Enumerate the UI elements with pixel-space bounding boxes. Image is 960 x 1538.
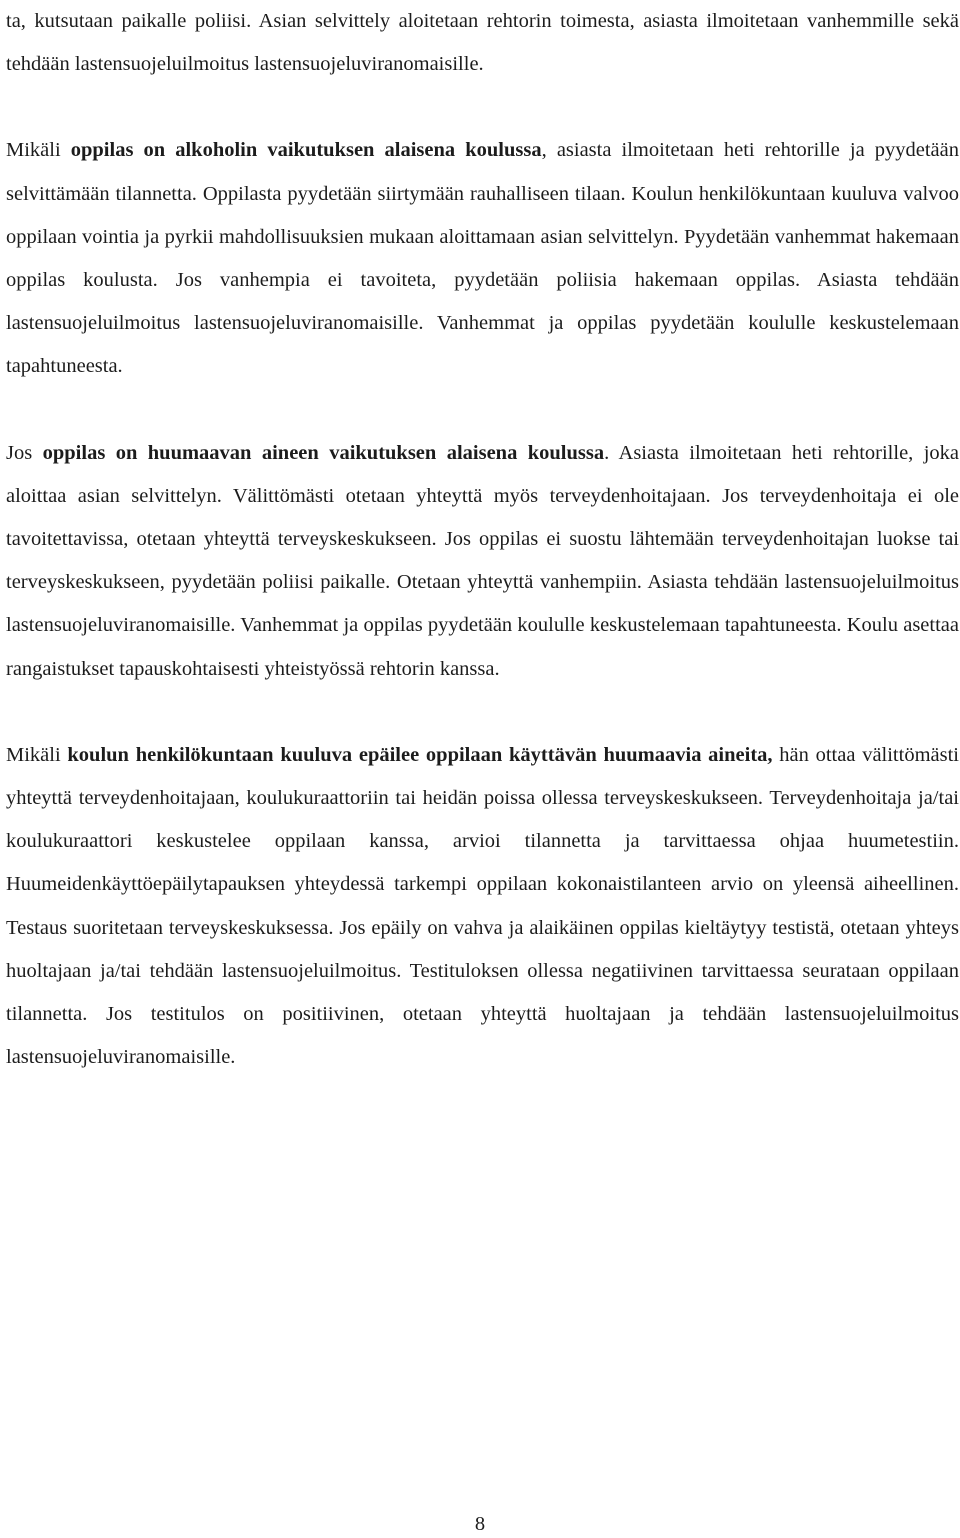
text-segment: Mikäli <box>6 743 68 766</box>
emphasis-staff-suspicion-heading: koulun henkilökuntaan kuuluva epäilee oppilaan käyttävän huumaavia aineita, <box>67 743 773 766</box>
text-segment: Mikäli <box>6 139 71 162</box>
page-number: 8 <box>474 1513 486 1535</box>
text-segment: Jos <box>6 441 43 464</box>
text-segment: hän ottaa välittömästi yhteyttä terveydenhoitajaan, koulukuraattoriin tai heidän poissa ollessa terveyskeskukseen. Terveydenhoitaja ja/tai koulukuraattori keskustelee oppilaan kanssa, arvioi tilannetta ja tarvittaessa ohjaa huumetestiin. Huumeidenkäyttöepäilytapauksen yhteydessä tarkempi oppilaan kokonaistilanteen arvio on yleensä aiheellinen. Testaus suoritetaan terveyskeskuksessa. Jos epäily on vahva ja alaikäinen oppilas kieltäytyy testistä, otetaan yhteys huoltajaan ja/tai tehdään lastensuojeluilmoitus. Testituloksen ollessa negatiivinen tarvittaessa seurataan oppilaan tilannetta. Jos testitulos on positiivinen, otetaan yhteyttä huoltajaan ja tehdään lastensuojeluilmoitus lastensuojeluviranomaisille. <box>6 743 959 1069</box>
paragraph-staff-suspicion <box>6 734 959 1080</box>
text-segment: , asiasta ilmoitetaan heti rehtorille ja pyydetään selvittämään tilannetta. Oppilasta pyydetään siirtymään rauhalliseen tilaan. Koulun henkilökuntaan kuuluva valvoo oppilaan vointia ja pyrkii mahdollisuuksien mukaan aloittamaan asian selvittelyn. Pyydetään vanhemmat hakemaan oppilas koulusta. Jos vanhempia ei tavoiteta, pyydetään poliisia hakemaan oppilas. Asiasta tehdään lastensuojeluilmoitus lastensuojeluviranomaisille. Vanhemmat ja oppilas pyydetään koululle keskustelemaan tapahtuneesta. <box>6 139 959 378</box>
emphasis-alcohol-heading: oppilas on alkoholin vaikutuksen alaisena koulussa <box>70 139 542 162</box>
text-segment: ta, kutsutaan paikalle poliisi. Asian selvittely aloitetaan rehtorin toimesta, asiasta ilmoitetaan vanhemmille sekä tehdään lastensuojeluilmoitus lastensuojeluviranomaisille. <box>6 10 959 76</box>
paragraph-alcohol-influence <box>6 129 959 388</box>
emphasis-drug-heading: oppilas on huumaavan aineen vaikutuksen alaisena koulussa <box>42 441 605 464</box>
paragraph-police-notification <box>6 0 959 86</box>
document-body <box>6 0 959 1079</box>
text-segment: . Asiasta ilmoitetaan heti rehtorille, joka aloittaa asian selvittelyn. Välittömästi otetaan yhteyttä myös terveydenhoitajaan. Jos terveydenhoitaja ei ole tavoitettavissa, otetaan yhteyttä terveyskeskukseen. Jos oppilas ei suostu lähtemään terveydenhoitajan luokse tai terveyskeskukseen, pyydetään poliisi paikalle. Otetaan yhteyttä vanhempiin. Asiasta tehdään lastensuojeluilmoitus lastensuojeluviranomaisille. Vanhemmat ja oppilas pyydetään koululle keskustelemaan tapahtuneesta. Koulu asettaa rangaistukset tapauskohtaisesti yhteistyössä rehtorin kanssa. <box>6 441 960 680</box>
paragraph-drug-influence <box>6 432 959 691</box>
